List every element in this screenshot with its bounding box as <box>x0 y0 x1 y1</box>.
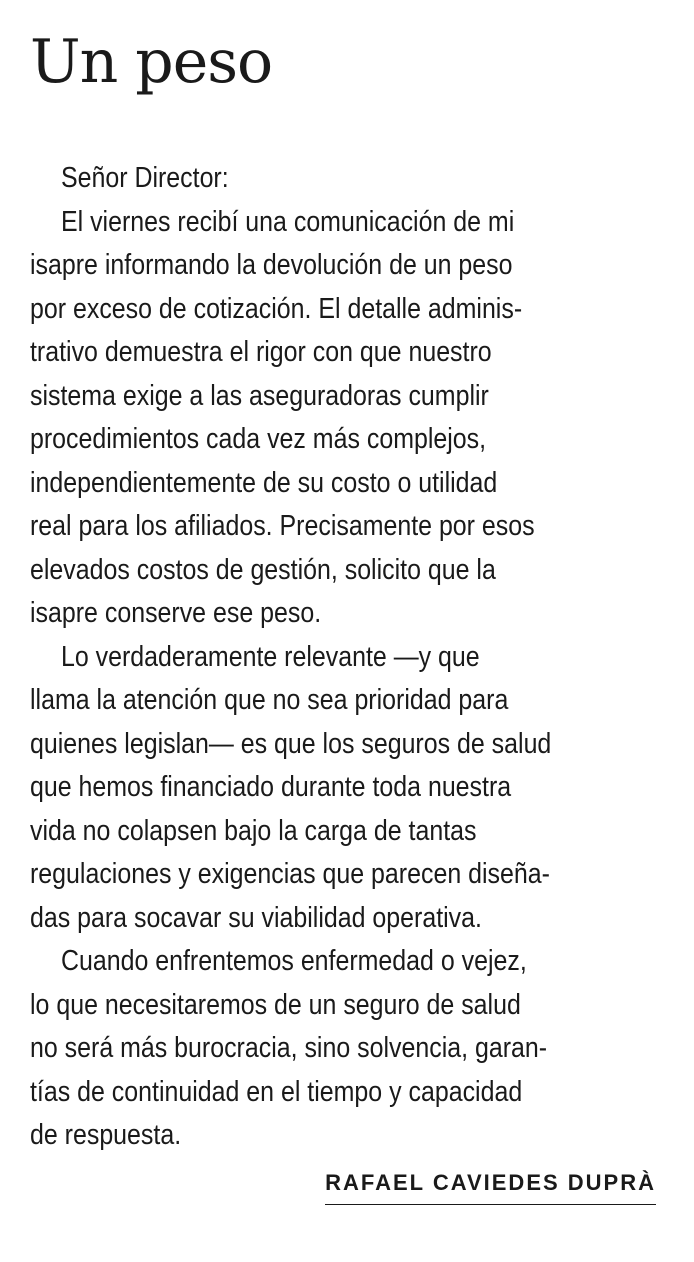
paragraph-line: sistema exige a las aseguradoras cumplir <box>30 379 489 412</box>
paragraph-line: trativo demuestra el rigor con que nuestro <box>30 336 492 368</box>
salutation: Señor Director: <box>60 162 229 194</box>
paragraph-line: das para socavar su viabilidad operativa. <box>30 901 482 934</box>
paragraph-line: independientemente de su costo o utilidad <box>30 466 498 499</box>
paragraph-line: Cuando enfrentemos enfermedad o vejez, <box>60 945 527 977</box>
paragraph-line: real para los afiliados. Precisamente por esos <box>30 510 535 542</box>
paragraph-line: El viernes recibí una comunicación de mi <box>60 205 515 238</box>
paragraph-line: tías de continuidad en el tiempo y capacidad <box>30 1075 523 1108</box>
paragraph-line: quienes legislan— es que los seguros de salud <box>30 727 552 760</box>
paragraph-line: de respuesta. <box>30 1119 182 1151</box>
letter-body <box>30 157 666 1158</box>
paragraph-line: vida no colapsen bajo la carga de tantas <box>30 814 477 847</box>
paragraph-line: regulaciones y exigencias que parecen diseña- <box>30 858 550 890</box>
paragraph-line: isapre informando la devolución de un peso <box>30 249 513 281</box>
paragraph-line: llama la atención que no sea prioridad para <box>30 684 509 716</box>
paragraph-line: lo que necesitaremos de un seguro de salud <box>30 988 521 1021</box>
paragraph-line: isapre conserve ese peso. <box>30 597 322 629</box>
author-signature: RAFAEL CAVIEDES DUPRÀ <box>325 1170 656 1205</box>
paragraph-line: elevados costos de gestión, solicito que la <box>30 553 496 586</box>
paragraph-line: no será más burocracia, sino solvencia, garan- <box>30 1032 548 1064</box>
headline: Un peso <box>30 27 273 97</box>
paragraph-line: Lo verdaderamente relevante —y que <box>60 640 480 673</box>
paragraph-line: por exceso de cotización. El detalle adminis- <box>30 292 523 325</box>
paragraph-line: procedimientos cada vez más complejos, <box>30 423 487 455</box>
paragraph-line: que hemos financiado durante toda nuestra <box>30 771 512 803</box>
